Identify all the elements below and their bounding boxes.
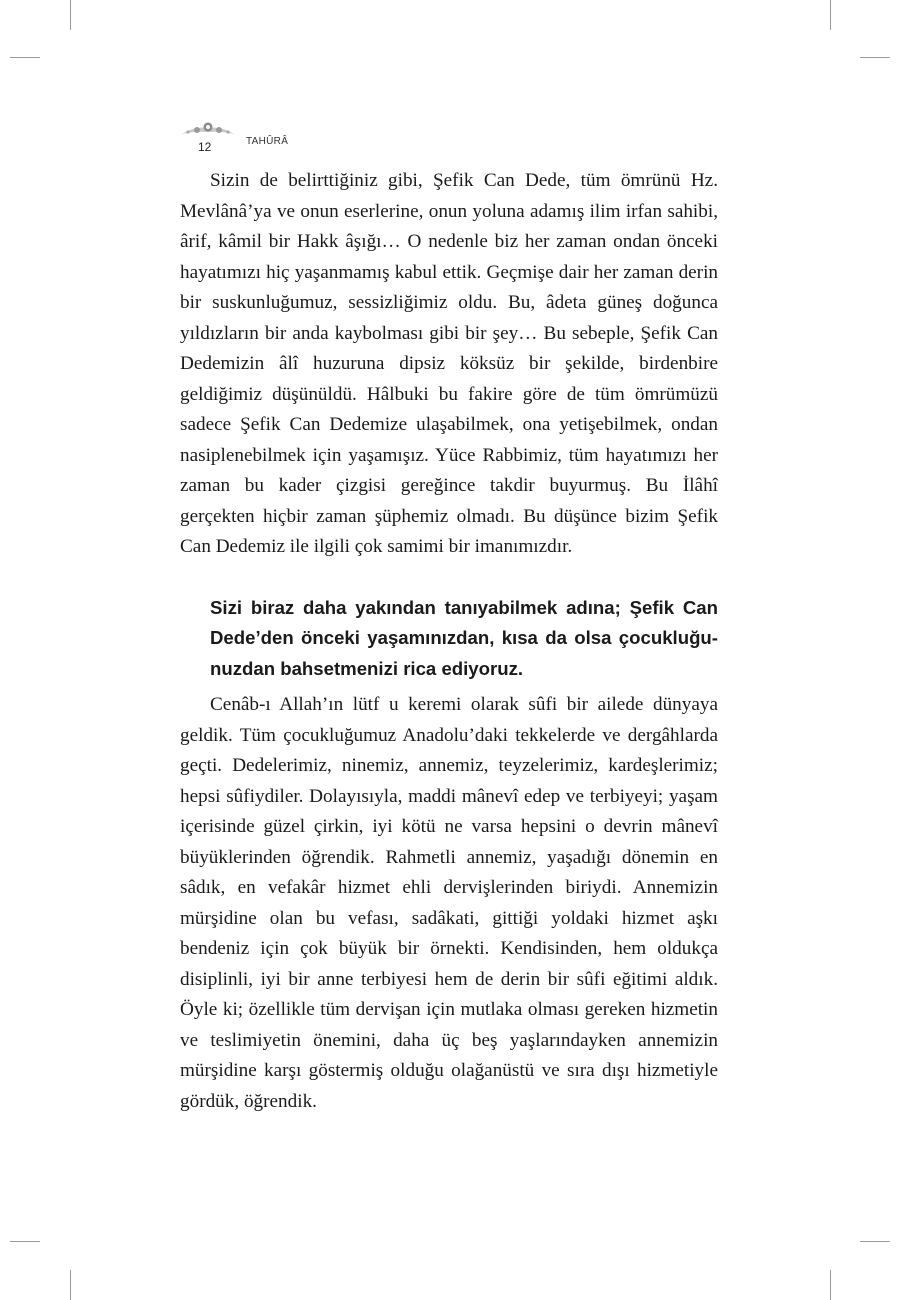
crop-mark-bottom-left: [70, 1270, 71, 1300]
crop-mark-top-right: [830, 0, 831, 30]
page-header: [180, 118, 740, 158]
crop-mark-left-bottom: [10, 1241, 40, 1242]
running-title: TAHÛRÂ: [246, 136, 289, 147]
paragraph: Cenâb-ı Allah’ın lütf u keremi olarak sûfi bir ailede dünyaya geldik. Tüm çocukluğumuz Anadolu’daki tekkelerde ve dergâhlarda geçti. Dedelerimiz, ninemiz, annemiz, teyzelerimiz, kardeşlerimiz; hepsi sûfiydiler. Dolayısıyla, maddi mânevî edep ve terbiyeyi; yaşam içerisinde güzel çirkin, iyi kötü ne varsa hepsini o devrin mânevî büyüklerinden öğrendik. Rahmetli annemiz, yaşadığı dönemin en sâdık, en vefakâr hizmet ehli dervişlerinden biriydi. Annemizin mürşidine olan bu vefası, sadâkati, gittiği yoldaki hizmet aşkı bendeniz için çok büyük bir örnekti. Kendisinden, hem oldukça disiplinli, iyi bir anne terbiyesi hem de derin bir sûfi eğitimi aldık. Öyle ki; özellikle tüm dervişan için mutlaka olması gereken hizmetin ve teslimiyetin önemini, daha üç beş yaşlarındayken annemizin mürşidine karşı göstermiş olduğu olağanüstü ve sıra dışı hizmetiyle gördük, öğrendik.: [180, 694, 718, 1112]
page-number: 12: [198, 140, 212, 154]
crop-mark-bottom-right: [830, 1270, 831, 1300]
crop-mark-left-top: [10, 57, 40, 58]
crop-mark-right-top: [860, 57, 890, 58]
paragraph: Sizin de belirttiğiniz gibi, Şefik Can Dede, tüm ömrünü Hz. Mevlânâ’ya ve onun eserlerine, onun yoluna adamış ilim irfan sahibi, ârif, kâmil bir Hakk âşığı… O nedenle biz her zaman ondan önceki hayatımızı hiç yaşanmamış kabul ettik. Geçmişe dair her zaman derin bir suskunluğumuz, sessizliğimiz oldu. Bu, âdeta güneş doğunca yıldızların bir anda kaybolması gibi bir şey… Bu sebeple, Şefik Can Dedemizin âlî huzuruna dipsiz köksüz bir şekilde, birdenbire geldiğimiz düşünüldü. Hâlbuki bu fakire göre de tüm ömrümüzü sadece Şefik Can Dedemize ulaşabilmek, ona yetişebilmek, ondan nasiplenebilmek için yaşamışız. Yüce Rabbimiz, tüm hayatımızı her zaman bu kader çizgisi gereğince takdir buyurmuş. Bu İlâhî gerçekten hiçbir zaman şüphemiz olmadı. Bu düşünce bizim Şefik Can Dedemiz ile ilgili çok samimi bir imanımızdır.: [180, 170, 718, 557]
crop-mark-right-bottom: [860, 1241, 890, 1242]
crop-mark-top-left: [70, 0, 71, 30]
interview-question: Sizi biraz daha yakından tanıyabilmek adına; Şefik Can Dede’den önceki yaşamınızdan, kısa da olsa çocukluğunuzdan bahsetmenizi rica ediyoruz.: [210, 596, 718, 679]
body-text: [180, 166, 718, 1117]
